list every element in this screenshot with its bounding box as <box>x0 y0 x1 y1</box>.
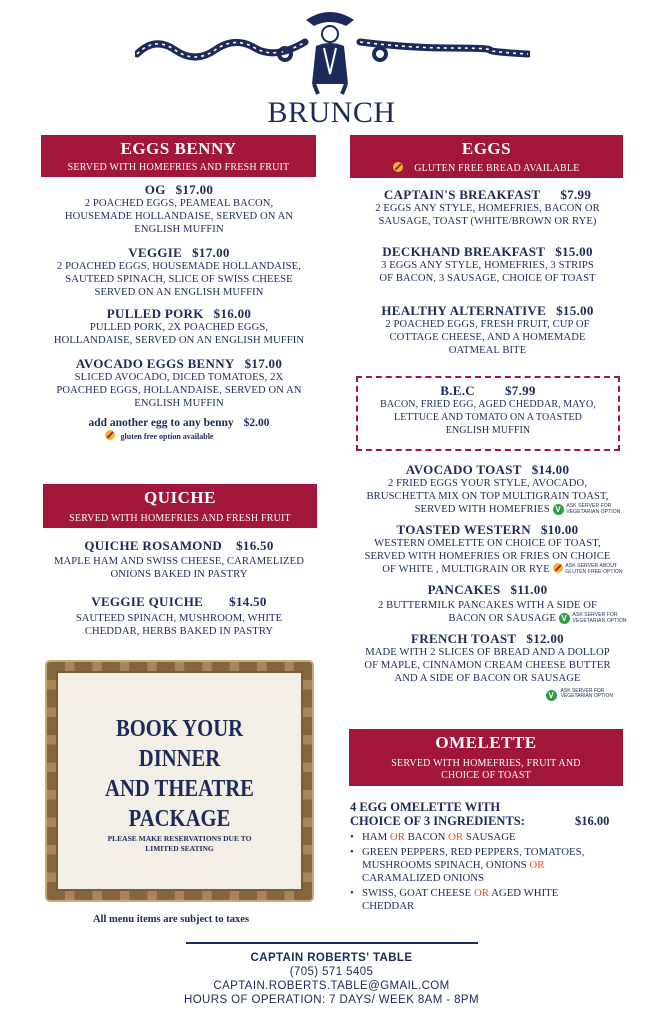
quiche-header <box>43 484 317 528</box>
promo-text <box>73 714 285 834</box>
item-description: PULLED PORK, 2X POACHED EGGS, <box>89 322 269 333</box>
vegetarian-icon: V <box>559 613 570 624</box>
item-price: $7.99 <box>560 187 592 202</box>
vegetarian-icon: V <box>553 504 564 515</box>
item-name: AVOCADO EGGS BENNY <box>75 356 235 371</box>
or-text: OR <box>448 831 464 843</box>
gluten-free-icon <box>105 430 115 440</box>
promo-line: BOOK YOUR DINNER <box>115 716 244 772</box>
item-name: B.E.C <box>440 383 475 398</box>
item-description: LETTUCE AND TOMATO ON A TOASTED <box>393 412 583 423</box>
page-title: BRUNCH <box>267 96 396 129</box>
quiche-items <box>30 538 328 638</box>
item-description: OF WHITE , MULTIGRAIN OR RYE <box>382 564 550 575</box>
menu-item <box>30 245 328 299</box>
menu-item <box>340 462 635 516</box>
item-description-row <box>340 612 635 625</box>
item-price: $15.00 <box>555 244 593 259</box>
eggs-benny-items <box>30 182 328 443</box>
promo-note-line: LIMITED SEATING <box>145 844 214 853</box>
menu-item <box>340 303 635 357</box>
omelette-heading-line: 4 EGG OMELETTE WITH <box>350 800 501 814</box>
item-description: BRUSCHETTA MIX ON TOP MULTIGRAIN TOAST, <box>366 491 609 502</box>
item-description: 3 EGGS ANY STYLE, HOMEFRIES, 3 STRIPS <box>381 260 594 271</box>
item-name: QUICHE ROSAMOND <box>84 538 223 553</box>
menu-item <box>340 582 635 625</box>
item-price: $14.00 <box>531 462 570 477</box>
menu-item <box>340 244 635 285</box>
or-text: OR <box>389 831 405 843</box>
menu-item <box>30 356 328 410</box>
menu-item <box>340 187 635 228</box>
item-description: ENGLISH MUFFIN <box>445 425 531 436</box>
footer-divider <box>186 942 478 944</box>
section-title: EGGS BENNY <box>120 139 237 158</box>
item-description: SERVED WITH HOMEFRIES OR FRIES ON CHOICE <box>364 551 611 562</box>
promo-frame <box>47 662 312 900</box>
list-item: • HAM OR BACON OR SAUSAGE <box>350 831 635 844</box>
item-description: POACHED EGGS, HOLLANDAISE, SERVED ON AN <box>56 385 302 396</box>
item-name: OG <box>144 182 166 197</box>
section-subtitle <box>350 162 623 175</box>
server-note: ASK SERVER FOR VEGETARIAN OPTION <box>560 687 613 700</box>
section-title: OMELETTE <box>435 733 537 752</box>
item-price: $16.50 <box>236 538 274 553</box>
server-note: ASK SERVER ABOUT GLUTEN FREE OPTION <box>565 563 623 575</box>
or-text: OR <box>473 887 489 899</box>
item-description: 2 FRIED EGGS YOUR STYLE, AVOCADO, <box>387 478 587 489</box>
item-name: FRENCH TOAST <box>411 631 517 646</box>
hours-of-operation: HOURS OF OPERATION: 7 DAYS/ WEEK 8AM - 8PM <box>184 994 479 1006</box>
item-description: MAPLE HAM AND SWISS CHEESE, CARAMELIZED <box>54 556 304 567</box>
item-description-row <box>340 563 635 576</box>
item-description: BACON, FRIED EGG, AGED CHEDDAR, MAYO, <box>380 399 596 410</box>
section-subtitle: SERVED WITH HOMEFRIES AND FRESH FRUIT <box>67 162 290 173</box>
item-price: $17.00 <box>244 356 283 371</box>
promo-note <box>56 834 303 854</box>
item-description: CHEDDAR, HERBS BAKED IN PASTRY <box>84 626 274 637</box>
item-description: OATMEAL BITE <box>448 345 527 356</box>
item-description: ENGLISH MUFFIN <box>134 398 224 409</box>
item-description: SAUSAGE, TOAST (WHITE/BROWN OR RYE) <box>378 216 597 227</box>
footer <box>0 951 663 1007</box>
item-description: ENGLISH MUFFIN <box>134 224 224 235</box>
promo-note-line: PLEASE MAKE RESERVATIONS DUE TO <box>107 834 252 843</box>
section-subtitle: CHOICE OF TOAST <box>441 770 531 781</box>
addon-price: $2.00 <box>243 417 270 429</box>
item-name: PANCAKES <box>427 582 501 597</box>
item-price: $10.00 <box>540 522 579 537</box>
ingredient-list <box>350 831 635 913</box>
item-description-row <box>340 503 635 516</box>
item-price: $16.00 <box>213 306 252 321</box>
item-description: HOUSEMADE HOLLANDAISE, SERVED ON AN <box>64 211 294 222</box>
vegetarian-note <box>340 688 635 701</box>
item-description: OF MAPLE, CINNAMON CREAM CHEESE BUTTER <box>364 660 611 671</box>
item-description: 2 POACHED EGGS, HOUSEMADE HOLLANDAISE, <box>57 261 301 272</box>
item-name: HEALTHY ALTERNATIVE <box>381 303 547 318</box>
omelette-details <box>350 800 635 913</box>
menu-item <box>340 522 635 576</box>
item-description: 2 EGGS ANY STYLE, HOMEFRIES, BACON OR <box>375 203 600 214</box>
item-description: AND A SIDE OF BACON OR SAUSAGE <box>394 673 581 684</box>
rope-icon <box>355 32 530 66</box>
header <box>0 0 663 135</box>
menu-item <box>30 182 328 236</box>
item-description: SAUTEED SPINACH, SLICE OF SWISS CHEESE <box>65 274 293 285</box>
item-description: SERVED WITH HOMEFRIES <box>414 504 550 515</box>
menu-item <box>30 594 328 638</box>
item-description: SLICED AVOCADO, DICED TOMATOES, 2X <box>74 372 284 383</box>
item-price: $12.00 <box>526 631 564 646</box>
item-name: VEGGIE <box>128 245 183 260</box>
item-price: $7.99 <box>504 383 536 398</box>
captain-logo-icon <box>300 4 360 96</box>
gluten-free-icon <box>393 162 403 172</box>
restaurant-name: CAPTAIN ROBERTS' TABLE <box>250 952 413 964</box>
list-item: • GREEN PEPPERS, RED PEPPERS, TOMATOES, MUSHROOMS SPINACH, ONIONS OR CARAMALIZED ONIONS <box>350 846 635 885</box>
item-price: $11.00 <box>510 582 548 597</box>
item-description: 2 POACHED EGGS, PEAMEAL BACON, <box>84 198 274 209</box>
item-name: PULLED PORK <box>106 306 204 321</box>
section-subtitle: SERVED WITH HOMEFRIES AND FRESH FRUIT <box>69 513 291 524</box>
section-subtitle: SERVED WITH HOMEFRIES, FRUIT AND <box>391 758 581 769</box>
section-title: QUICHE <box>144 488 216 507</box>
item-description: SERVED ON AN ENGLISH MUFFIN <box>94 287 264 298</box>
taxes-note: All menu items are subject to taxes <box>92 914 250 925</box>
eggs-items <box>340 187 635 357</box>
omelette-heading-line: CHOICE OF 3 INGREDIENTS: <box>350 814 525 828</box>
eggs-benny-header <box>41 135 316 177</box>
item-description: 2 POACHED EGGS, FRESH FRUIT, CUP OF <box>385 319 590 330</box>
addon-line <box>30 416 328 430</box>
item-price: $17.00 <box>175 182 214 197</box>
bec-box <box>356 376 620 451</box>
promo-line: PACKAGE <box>128 806 231 832</box>
item-description: ONIONS BAKED IN PASTRY <box>110 569 248 580</box>
gluten-free-note <box>0 430 328 443</box>
item-description: 2 BUTTERMILK PANCAKES WITH A SIDE OF <box>377 600 598 611</box>
server-note: ASK SERVER FOR VEGETARIAN OPTION <box>566 503 621 515</box>
menu-item <box>30 306 328 347</box>
rope-icon <box>135 32 310 66</box>
eggs-subtitle-text: GLUTEN FREE BREAD AVAILABLE <box>414 163 580 174</box>
or-text: OR <box>529 859 545 871</box>
item-description: WESTERN OMELETTE ON CHOICE OF TOAST, <box>374 538 601 549</box>
item-description: COTTAGE CHEESE, AND A HOMEMADE <box>389 332 586 343</box>
item-description: BACON OR SAUSAGE <box>448 613 556 624</box>
menu-item <box>340 631 635 701</box>
item-description: MADE WITH 2 SLICES OF BREAD AND A DOLLOP <box>365 647 610 658</box>
eggs-items-lower <box>340 462 635 701</box>
item-name: CAPTAIN'S BREAKFAST <box>383 187 541 202</box>
gf-note-text: gluten free option available <box>120 432 214 441</box>
addon-text: add another egg to any benny <box>88 417 234 429</box>
server-note: ASK SERVER FOR VEGETARIAN OPTION <box>572 612 627 624</box>
item-description: HOLLANDAISE, SERVED ON AN ENGLISH MUFFIN <box>53 335 305 346</box>
eggs-header <box>350 135 623 178</box>
item-name: AVOCADO TOAST <box>405 462 522 477</box>
item-price: $14.50 <box>229 594 267 609</box>
item-name: TOASTED WESTERN <box>396 522 531 537</box>
section-title: EGGS <box>461 139 512 158</box>
omelette-header <box>349 729 623 786</box>
gluten-free-icon <box>553 563 563 573</box>
email-address: CAPTAIN.ROBERTS.TABLE@GMAIL.COM <box>213 980 450 992</box>
phone-number: (705) 571 5405 <box>289 966 374 978</box>
item-description: OF BACON, 3 SAUSAGE, CHOICE OF TOAST <box>379 273 596 284</box>
omelette-heading <box>350 800 635 828</box>
item-name: VEGGIE QUICHE <box>91 594 204 609</box>
vegetarian-icon: V <box>546 690 557 701</box>
menu-item <box>30 538 328 581</box>
item-name: DECKHAND BREAKFAST <box>382 244 546 259</box>
item-description: SAUTEED SPINACH, MUSHROOM, WHITE <box>75 613 283 624</box>
list-item: • SWISS, GOAT CHEESE OR AGED WHITE CHEDDAR <box>350 887 635 913</box>
item-price: $16.00 <box>575 814 610 828</box>
promo-line: AND THEATRE <box>105 776 254 802</box>
item-price: $17.00 <box>192 245 230 260</box>
item-price: $15.00 <box>556 303 594 318</box>
